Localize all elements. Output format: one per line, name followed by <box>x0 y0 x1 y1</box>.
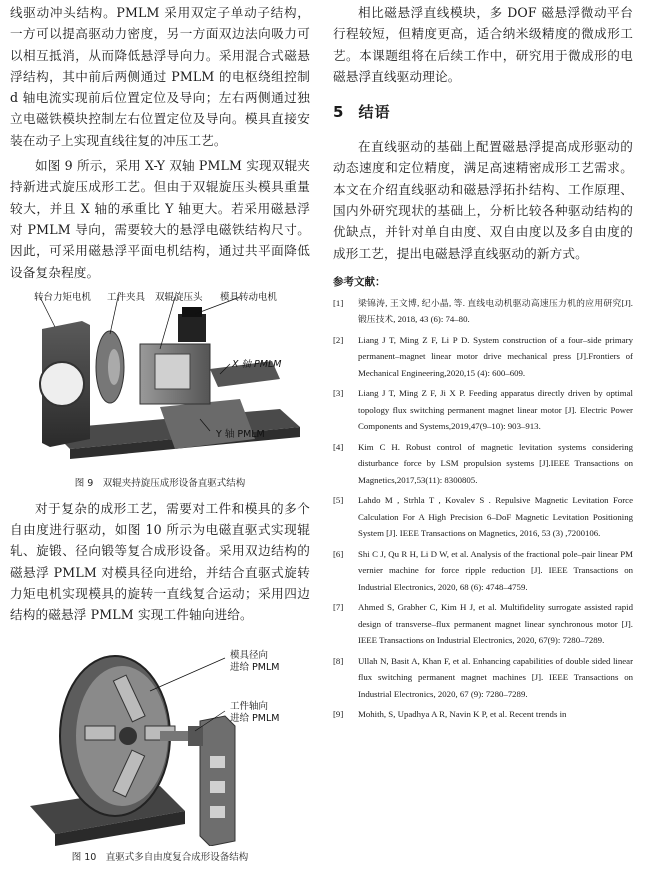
fig9-label-fixture: 工件夹具 <box>107 291 146 303</box>
left-paragraph-2: 如图 9 所示，采用 X-Y 双轴 PMLM 实现双辊夹持新进式旋压成形工艺。但由于双辊旋压头模具重量较大，并且 X 轴的承重比 Y 轴更大。若采用磁悬浮对 PMLM 导向，需要较大的悬浮电磁铁结构尺寸。因此，可采用磁悬浮平面电机结构，通过共平面降低设备复杂程度。 <box>10 158 310 280</box>
fig9-label-y-pmlm: Y 轴 PMLM <box>216 428 265 440</box>
figure-10 <box>10 636 310 866</box>
reference-item: [6] Shi C J, Qu R H, Li D W, et al. Analysis of the fractional pole–pair linear PM vernier machine for force ripple reduction [J]. IEEE Transactions on Industrial Electronics, 2020, 68 (6): 4748–4759. <box>333 548 633 592</box>
reference-item: [3] Liang J T, Ming Z F, Ji X P. Feeding apparatus directly driven by optimal topology flux switching permanent magnet linear motor [J]. Electric Power Components and Systems,2019,47(9–10): 903–913. <box>333 388 633 432</box>
reference-item: [7] Ahmed S, Grabher C, Kim H J, et al. Multifidelity surrogate assisted rapid design of transverse–flux permanent magnet linear synchronous motor [J]. IEEE Transactions on Industrial Electronics, 2020, 67(9): 7280–7289. <box>333 602 633 646</box>
section-title: 结语 <box>358 103 391 122</box>
reference-item: [8] Ullah N, Basit A, Khan F, et al. Enhancing capabilities of double sided linear flux switching permanent magnet machines [J]. IEEE Transactions on Industrial Electronics, 2020, 67 (9): 7280–7289. <box>333 655 633 699</box>
reference-item: [1] 梁锦涛, 王文博, 纪小晶, 等. 直线电动机驱动高速压力机的应用研究[J]. 锻压技术, 2018, 43 (6): 74–80. <box>333 297 633 325</box>
figure-9 <box>10 289 310 494</box>
references-title: 参考文献： <box>333 275 386 288</box>
figure-9-illustration <box>10 289 310 469</box>
left-paragraph-1: 线驱动冲头结构。PMLM 采用双定子单动子结构，一方可以提高驱动力密度，另一方面双边法向吸力可以相互抵消，从而降低悬浮导向力。采用混合式磁悬浮结构，其中前后两侧通过 PMLM 的电枢绕组控制 d 轴电流实现前后位置定位及导向；左右两侧通过独立电磁铁模块控制左右位置定位及导向。模具直接安装在动子上实现直线往复的冲压工艺。 <box>10 5 310 148</box>
figure-10-caption: 图 10 直驱式多自由度复合成形设备结构 <box>71 851 249 863</box>
section-heading <box>333 101 633 122</box>
figure-9-caption: 图 9 双辊夹持旋压成形设备直驱式结构 <box>74 477 246 489</box>
right-paragraph-1: 相比磁悬浮直线模块，多 DOF 磁悬浮微动平台行程较短，但精度更高，适合纳米级精度的微成形工艺。本课题组将在后续工作中，研究用于微成形的电磁悬浮直线驱动理论。 <box>333 5 633 84</box>
fig9-label-roller-head: 双辊旋压头 <box>155 291 203 303</box>
reference-item: [9] Mohith, S, Upadhya A R, Navin K P, et al. Recent trends in <box>333 709 567 720</box>
left-paragraph-3: 对于复杂的成形工艺，需要对工件和模具的多个自由度进行驱动，如图 10 所示为电磁直驱式实现辊轧、旋锻、径向锻等复合成形设备。采用双边结构的磁悬浮 PMLM 对模具径向进给，并结合直驱式旋转力矩电机实现模具的旋转一直线复合运动；采用四边结构的磁悬浮 PMLM 实现工件轴向进给。 <box>10 500 310 623</box>
reference-item: [4] Kim C H. Robust control of magnetic levitation systems considering disturbance force by LSM propulsion systems [J].IEEE Transactions on Magnetics,2017,53(11): 8300805. <box>333 441 633 485</box>
fig9-label-x-pmlm: X 轴 PMLM <box>232 358 282 370</box>
fig10-label-die-radial: 模具径向 进给 PMLM <box>230 649 280 673</box>
reference-item: [5] Lahdo M , Strhla T , Kovalev S . Repulsive Magnetic Levitation Force Calculation For A High Precision 6–DoF Magnetic Levitation Positioning System [J]. IEEE Transactions on Magnetics, 2016, 53 (3) ,7200106. <box>333 495 633 539</box>
fig9-label-die-motor: 模具转动电机 <box>220 291 278 303</box>
fig10-label-work-axial: 工件轴向 进给 PMLM <box>230 700 280 724</box>
right-column <box>333 0 633 723</box>
section-number: 5 <box>333 103 345 122</box>
references-list <box>333 295 633 723</box>
right-paragraph-2: 在直线驱动的基础上配置磁悬浮提高成形驱动的动态速度和定位精度，满足高速精密成形工艺需求。本文在介绍直线驱动和磁悬浮拓扑结构、工作原理、国内外研究现状的基础上，分析比较各种驱动结构的优缺点，并针对单自由度、双自由度以及多自由度的成形工艺，提出电磁悬浮直线驱动的新方式。 <box>333 139 633 261</box>
fig9-label-torque-motor: 转台力矩电机 <box>34 291 92 303</box>
left-column <box>10 0 310 866</box>
reference-item: [2] Liang J T, Ming Z F, Li P D. System construction of a four–side primary permanent–magnet linear motor drive mechanical press [J].Frontiers of Mechanical Engineering,2020,15 (4): 600–609. <box>333 334 633 378</box>
